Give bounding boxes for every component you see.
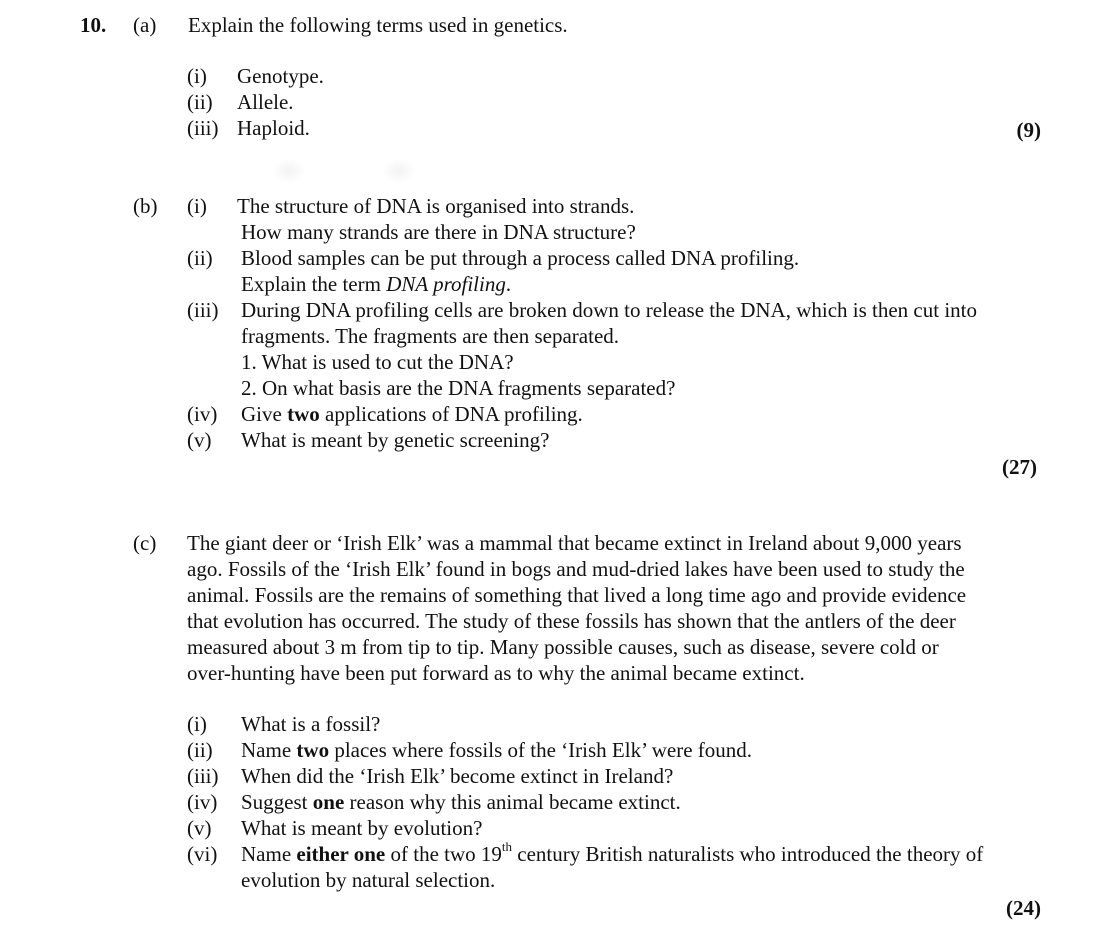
part-c-vi-sup: th bbox=[501, 839, 513, 854]
part-c-vi-bold: either one bbox=[296, 842, 386, 866]
part-b-iii-line2: fragments. The fragments are then separated. bbox=[241, 324, 620, 348]
part-c-marks: (24) bbox=[1006, 896, 1041, 920]
part-b-ii-line2-post: . bbox=[505, 272, 512, 296]
part-b-iii-sub2: 2. On what basis are the DNA fragments separated? bbox=[241, 376, 676, 400]
part-a-item-num: (i) bbox=[187, 64, 207, 88]
part-b-iii-line1: During DNA profiling cells are broken down to release the DNA, which is then cut into bbox=[241, 298, 977, 322]
part-b-v-text: What is meant by genetic screening? bbox=[241, 428, 550, 452]
ghost-mark bbox=[272, 158, 306, 184]
part-c-vi-num: (vi) bbox=[187, 842, 218, 866]
part-c-v-text: What is meant by evolution? bbox=[241, 816, 483, 840]
part-c-ii-num: (ii) bbox=[187, 738, 213, 762]
part-c-paragraph-line: measured about 3 m from tip to tip. Many possible causes, such as disease, severe cold or bbox=[187, 635, 939, 659]
part-b-iii-sub1: 1. What is used to cut the DNA? bbox=[241, 350, 514, 374]
part-b-marks: (27) bbox=[1002, 455, 1037, 479]
part-b-ii-line1: Blood samples can be put through a process called DNA profiling. bbox=[241, 246, 800, 270]
part-c-ii-bold: two bbox=[296, 738, 330, 762]
part-c-label: (c) bbox=[133, 531, 157, 555]
part-c-ii-post: places where fossils of the ‘Irish Elk’ were found. bbox=[329, 738, 753, 762]
part-c-vi-pre: Name bbox=[241, 842, 297, 866]
part-a-item-text: Genotype. bbox=[237, 64, 324, 88]
part-a-marks: (9) bbox=[1016, 118, 1041, 142]
part-b-i-line2: How many strands are there in DNA structure? bbox=[241, 220, 636, 244]
part-c-vi-text bbox=[241, 841, 983, 867]
question-number: 10. bbox=[80, 13, 107, 37]
part-c-iv-post: reason why this animal became extinct. bbox=[344, 790, 681, 814]
part-c-i-text: What is a fossil? bbox=[241, 712, 381, 736]
part-c-iv-bold: one bbox=[312, 790, 345, 814]
part-b-iv-num: (iv) bbox=[187, 402, 218, 426]
part-a-item-text: Haploid. bbox=[237, 116, 310, 140]
part-b-v-num: (v) bbox=[187, 428, 212, 452]
part-c-iii-text: When did the ‘Irish Elk’ become extinct in Ireland? bbox=[241, 764, 674, 788]
part-c-ii-pre: Name bbox=[241, 738, 297, 762]
part-b-iii-num: (iii) bbox=[187, 298, 219, 322]
part-b-i-line1: The structure of DNA is organised into strands. bbox=[237, 194, 635, 218]
part-c-ii-text bbox=[241, 737, 752, 763]
part-c-iv-pre: Suggest bbox=[241, 790, 313, 814]
part-b-iv-text bbox=[241, 401, 583, 427]
part-b-label: (b) bbox=[133, 194, 158, 218]
part-b-ii-line2 bbox=[241, 271, 511, 297]
part-a-item-num: (ii) bbox=[187, 90, 213, 114]
part-c-paragraph-line: over-hunting have been put forward as to why the animal became extinct. bbox=[187, 661, 805, 685]
part-c-v-num: (v) bbox=[187, 816, 212, 840]
part-b-i-num: (i) bbox=[187, 194, 207, 218]
part-b-ii-line2-pre: Explain the term bbox=[241, 272, 387, 296]
part-b-ii-num: (ii) bbox=[187, 246, 213, 270]
part-c-paragraph-line: that evolution has occurred. The study of these fossils has shown that the antlers of the deer bbox=[187, 609, 956, 633]
part-a-prompt: Explain the following terms used in genetics. bbox=[188, 13, 568, 37]
part-c-paragraph-line: ago. Fossils of the ‘Irish Elk’ found in bogs and mud-dried lakes have been used to study the bbox=[187, 557, 965, 581]
part-b-iv-bold: two bbox=[287, 402, 320, 426]
part-c-vi-post: century British naturalists who introduced the theory of bbox=[512, 842, 984, 866]
part-a-label: (a) bbox=[133, 13, 157, 37]
part-c-iv-num: (iv) bbox=[187, 790, 218, 814]
part-c-paragraph-line: The giant deer or ‘Irish Elk’ was a mammal that became extinct in Ireland about 9,000 years bbox=[187, 531, 962, 555]
part-c-vi-mid: of the two 19 bbox=[385, 842, 502, 866]
part-a-item-num: (iii) bbox=[187, 116, 219, 140]
part-b-ii-term: DNA profiling bbox=[386, 272, 506, 296]
part-a-item-text: Allele. bbox=[237, 90, 294, 114]
part-c-iii-num: (iii) bbox=[187, 764, 219, 788]
part-c-iv-text bbox=[241, 789, 681, 815]
part-c-paragraph-line: animal. Fossils are the remains of something that lived a long time ago and provide evidence bbox=[187, 583, 967, 607]
ghost-mark bbox=[382, 158, 416, 184]
part-b-iv-pre: Give bbox=[241, 402, 288, 426]
part-c-vi-line2: evolution by natural selection. bbox=[241, 868, 496, 892]
part-b-iv-post: applications of DNA profiling. bbox=[319, 402, 583, 426]
part-c-i-num: (i) bbox=[187, 712, 207, 736]
